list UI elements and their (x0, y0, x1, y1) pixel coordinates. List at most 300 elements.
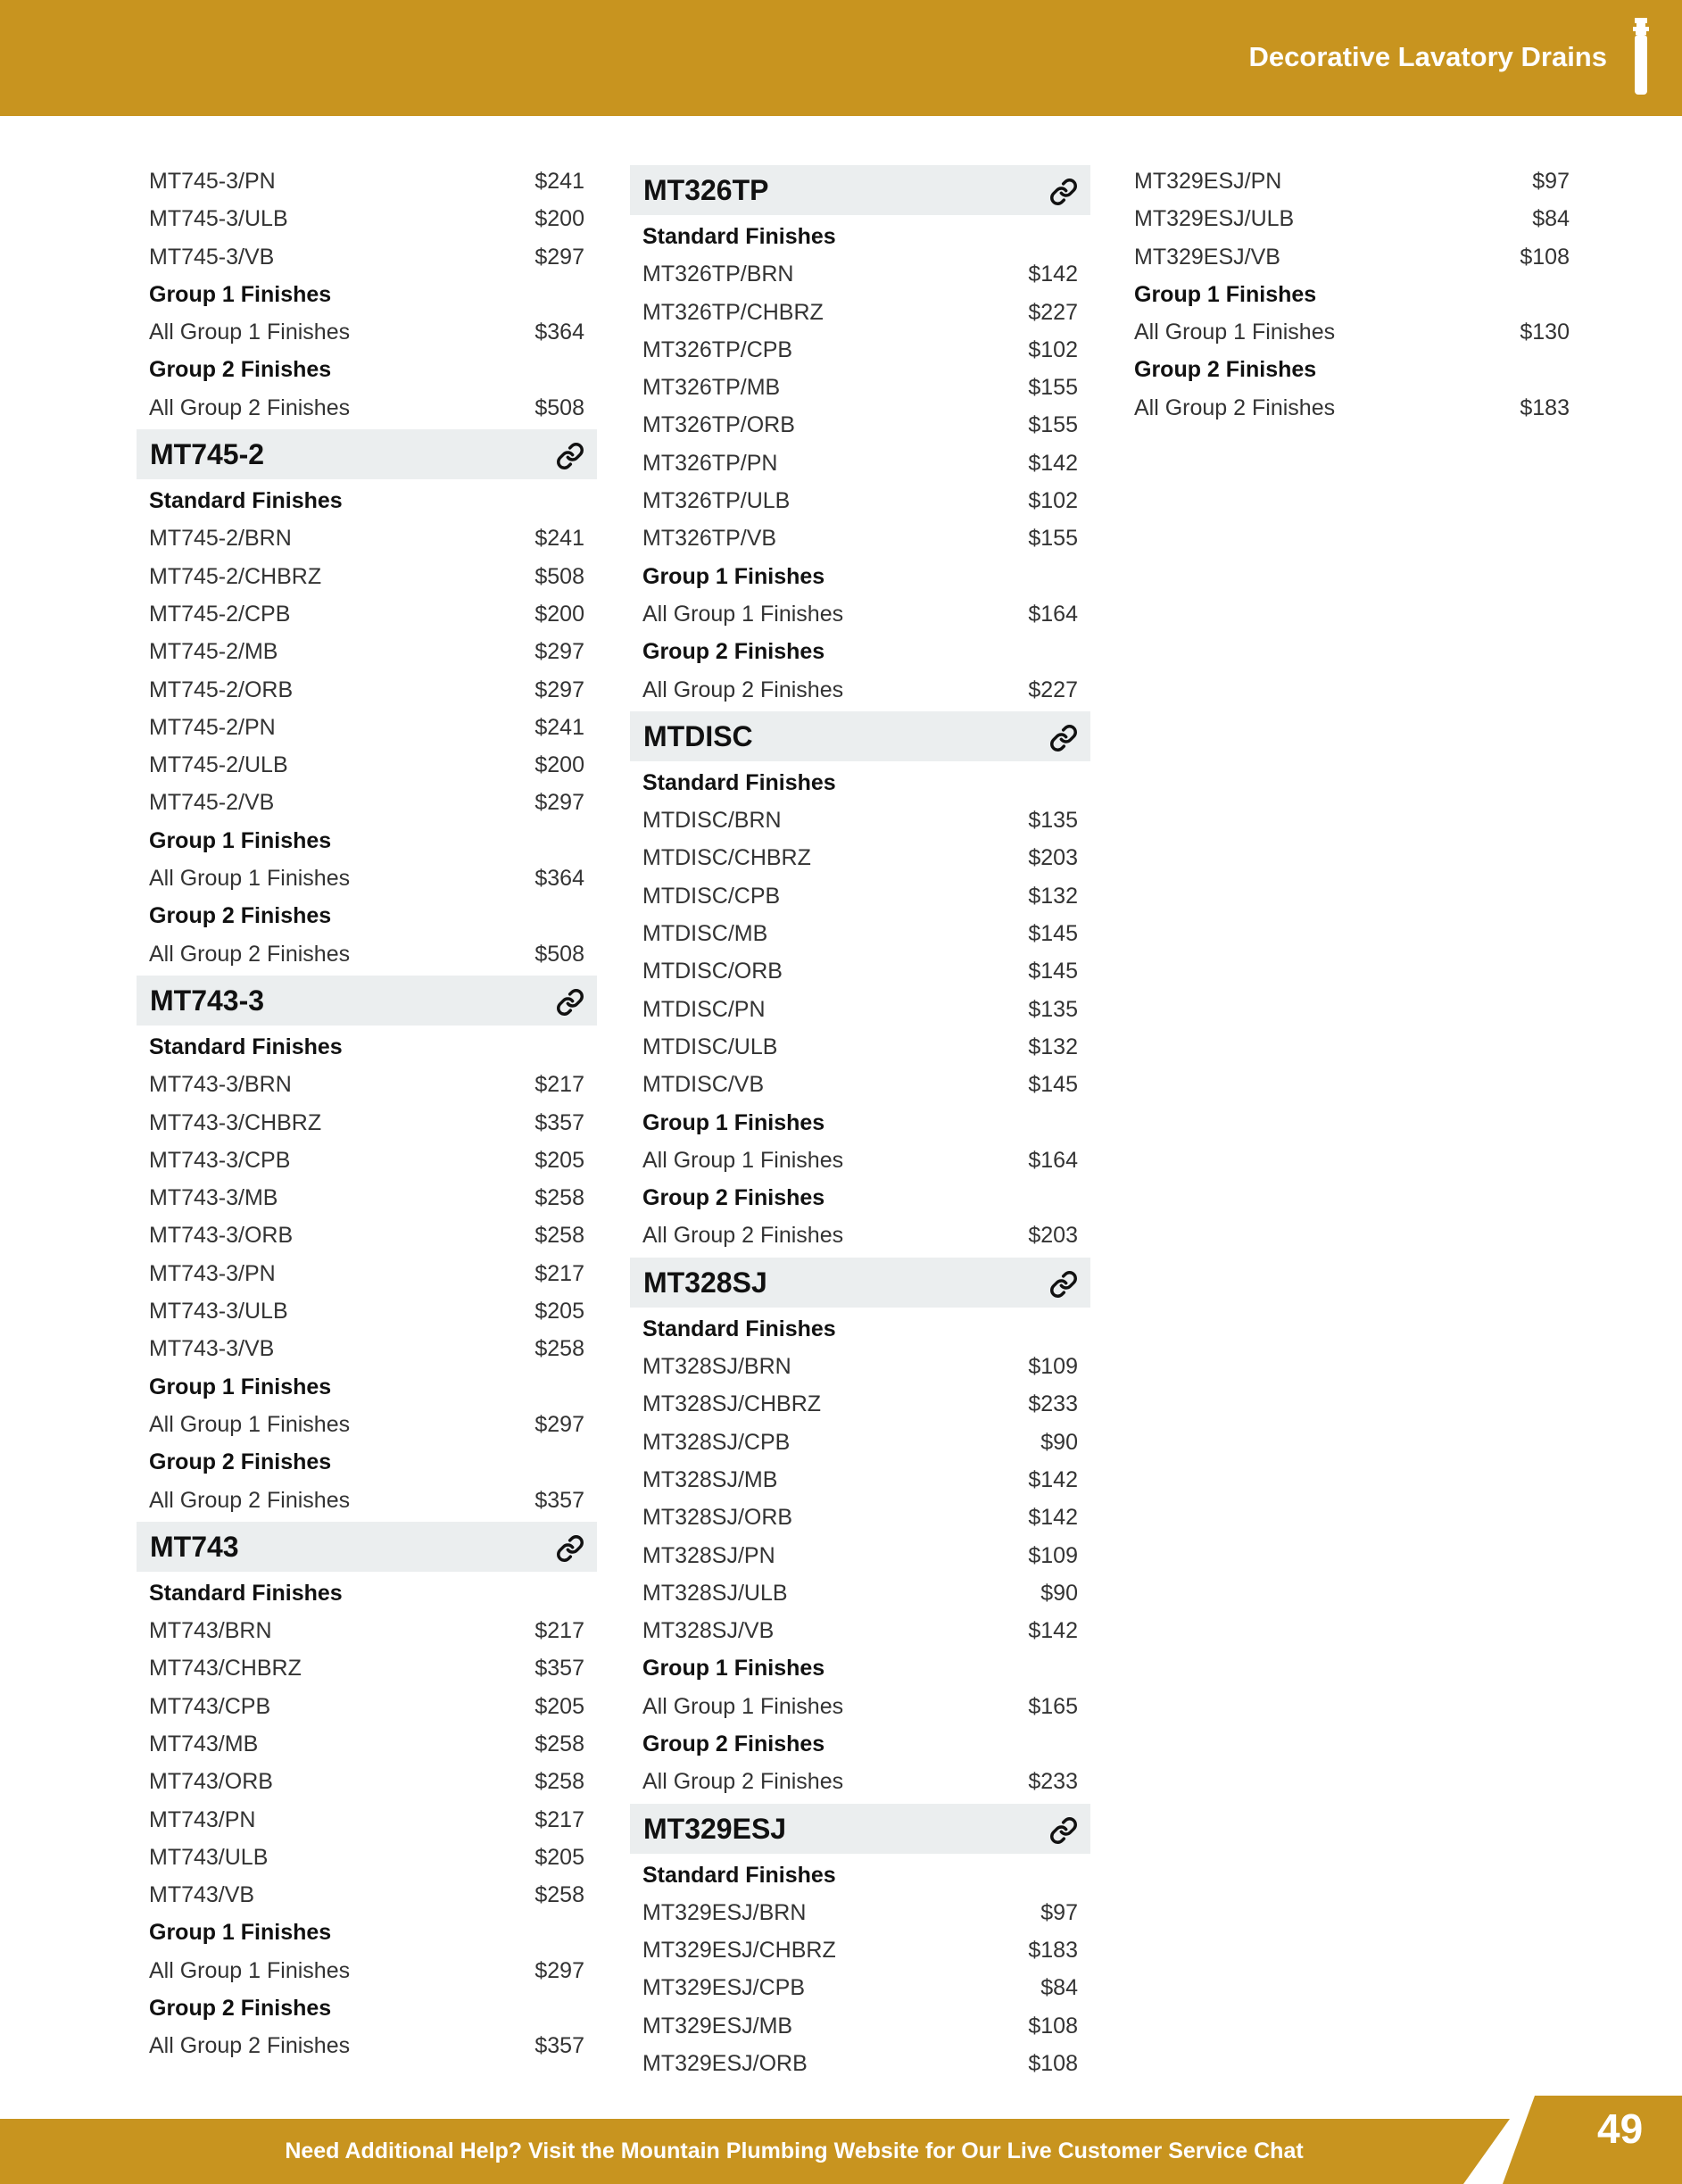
price-row (137, 709, 597, 746)
model-finish-label: MT329ESJ/VB (1134, 244, 1280, 270)
price-value: $241 (534, 169, 584, 194)
link-icon[interactable] (556, 1534, 584, 1563)
finish-group-label: Group 2 Finishes (149, 903, 332, 929)
price-row (630, 671, 1090, 709)
price-row (137, 1952, 597, 1989)
price-value: $258 (534, 1185, 584, 1211)
price-value: $145 (1028, 921, 1078, 947)
finish-group-heading (137, 1443, 597, 1481)
model-finish-label: All Group 2 Finishes (642, 1769, 844, 1795)
link-icon[interactable] (1049, 1816, 1078, 1845)
model-finish-label: MTDISC/VB (642, 1072, 765, 1098)
finish-group-heading (137, 1574, 597, 1612)
price-value: $164 (1028, 1147, 1078, 1173)
finish-group-label: Group 2 Finishes (642, 639, 825, 665)
price-value: $142 (1028, 450, 1078, 476)
model-finish-label: MT326TP/CHBRZ (642, 299, 824, 325)
price-value: $84 (1040, 1975, 1078, 2001)
price-value: $508 (534, 394, 584, 420)
price-row (137, 1649, 597, 1687)
finish-group-heading (630, 1179, 1090, 1217)
price-row (137, 558, 597, 595)
price-row (137, 1406, 597, 1443)
model-finish-label: MT329ESJ/CPB (642, 1975, 806, 2001)
price-row (137, 1104, 597, 1142)
model-finish-label: MT329ESJ/ORB (642, 2051, 808, 2077)
link-icon[interactable] (1049, 178, 1078, 206)
price-value: $357 (534, 1656, 584, 1682)
model-finish-label: MT328SJ/CPB (642, 1429, 791, 1455)
price-row (137, 2027, 597, 2064)
page-footer (0, 2119, 1682, 2184)
finish-group-heading (137, 482, 597, 519)
model-finish-label: MT745-3/VB (149, 244, 275, 270)
price-value: $90 (1040, 1429, 1078, 1455)
price-value: $155 (1028, 412, 1078, 438)
product-section-header (137, 976, 597, 1026)
finish-group-heading (630, 1310, 1090, 1348)
price-value: $132 (1028, 883, 1078, 909)
finish-group-heading (630, 1104, 1090, 1142)
price-row (137, 784, 597, 821)
finish-group-label: Group 1 Finishes (149, 827, 332, 853)
finish-group-label: Group 1 Finishes (149, 1920, 332, 1946)
price-value: $145 (1028, 959, 1078, 984)
price-value: $109 (1028, 1542, 1078, 1568)
model-finish-label: MT743/PN (149, 1806, 256, 1832)
price-row (137, 1255, 597, 1292)
model-finish-label: MT745-2/PN (149, 714, 276, 740)
price-value: $205 (534, 1844, 584, 1870)
price-value: $357 (534, 1109, 584, 1135)
price-row (137, 519, 597, 557)
finish-group-heading (137, 1028, 597, 1066)
price-value: $135 (1028, 996, 1078, 1022)
model-finish-label: MT326TP/VB (642, 526, 777, 552)
model-finish-label: MT329ESJ/CHBRZ (642, 1938, 836, 1964)
product-model-title: MT743-3 (150, 984, 265, 1017)
product-model-title: MTDISC (643, 719, 753, 752)
price-row (137, 238, 597, 276)
price-row (137, 1066, 597, 1103)
price-row (630, 1348, 1090, 1385)
product-model-title: MT326TP (643, 174, 769, 206)
price-value: $258 (534, 1336, 584, 1362)
drain-icon (1631, 18, 1651, 95)
price-value: $155 (1028, 526, 1078, 552)
model-finish-label: All Group 1 Finishes (642, 1693, 844, 1719)
model-finish-label: All Group 2 Finishes (642, 677, 844, 702)
price-value: $90 (1040, 1580, 1078, 1606)
finish-group-heading (137, 822, 597, 859)
model-finish-label: MT328SJ/PN (642, 1542, 775, 1568)
price-row (630, 1574, 1090, 1612)
price-row (630, 1612, 1090, 1649)
model-finish-label: MT743-3/PN (149, 1260, 276, 1286)
model-finish-label: MT329ESJ/BRN (642, 1899, 807, 1925)
price-row (137, 1612, 597, 1649)
price-value: $217 (534, 1618, 584, 1644)
finish-group-label: Group 2 Finishes (642, 1731, 825, 1756)
finish-group-label: Standard Finishes (642, 1862, 836, 1888)
price-row (630, 519, 1090, 557)
link-icon[interactable] (1049, 724, 1078, 752)
price-row (630, 1931, 1090, 1969)
model-finish-label: All Group 1 Finishes (642, 1147, 844, 1173)
price-value: $233 (1028, 1769, 1078, 1795)
price-value: $142 (1028, 1505, 1078, 1531)
product-section-header (630, 711, 1090, 761)
finish-group-label: Group 2 Finishes (149, 1996, 332, 2022)
model-finish-label: MT328SJ/VB (642, 1618, 775, 1644)
price-row (630, 1763, 1090, 1800)
price-row (137, 595, 597, 633)
model-finish-label: MTDISC/CHBRZ (642, 845, 811, 871)
model-finish-label: MT745-2/MB (149, 639, 278, 665)
model-finish-label: MT743/VB (149, 1882, 255, 1908)
price-value: $205 (534, 1147, 584, 1173)
price-value: $205 (534, 1299, 584, 1325)
model-finish-label: MTDISC/ORB (642, 959, 783, 984)
finish-group-label: Group 2 Finishes (1134, 357, 1317, 383)
price-value: $165 (1028, 1693, 1078, 1719)
price-row (630, 1424, 1090, 1461)
product-model-title: MT328SJ (643, 1266, 767, 1299)
model-finish-label: All Group 1 Finishes (149, 1411, 351, 1437)
model-finish-label: MT328SJ/CHBRZ (642, 1391, 822, 1417)
price-row (1122, 200, 1582, 237)
model-finish-label: MT743/CPB (149, 1693, 271, 1719)
model-finish-label: MT326TP/BRN (642, 262, 794, 287)
price-value: $297 (534, 639, 584, 665)
finish-group-heading (630, 1649, 1090, 1687)
model-finish-label: MT745-2/BRN (149, 526, 292, 552)
model-finish-label: MT743/MB (149, 1731, 259, 1756)
price-row (630, 839, 1090, 876)
model-finish-label: MT328SJ/MB (642, 1466, 778, 1492)
price-row (137, 1482, 597, 1519)
model-finish-label: All Group 2 Finishes (149, 2033, 351, 2059)
finish-group-label: Group 2 Finishes (149, 357, 332, 383)
finish-group-heading (137, 1368, 597, 1406)
price-value: $203 (1028, 1223, 1078, 1249)
link-icon[interactable] (556, 988, 584, 1017)
price-value: $357 (534, 1487, 584, 1513)
price-value: $258 (534, 1769, 584, 1795)
price-value: $183 (1520, 394, 1570, 420)
model-finish-label: All Group 1 Finishes (642, 601, 844, 627)
price-row (630, 444, 1090, 482)
price-value: $227 (1028, 299, 1078, 325)
price-value: $203 (1028, 845, 1078, 871)
price-row (137, 859, 597, 897)
finish-group-heading (137, 897, 597, 934)
price-row (630, 1385, 1090, 1423)
price-value: $97 (1532, 169, 1570, 194)
price-value: $102 (1028, 488, 1078, 514)
footer-help-text: Need Additional Help? Visit the Mountain Plumbing Website for Our Live Customer Service Chat (285, 2138, 1304, 2163)
product-section-header (630, 1258, 1090, 1308)
price-row (137, 1217, 597, 1254)
link-icon[interactable] (556, 442, 584, 470)
price-value: $233 (1028, 1391, 1078, 1417)
model-finish-label: All Group 2 Finishes (149, 1487, 351, 1513)
price-value: $364 (534, 320, 584, 345)
price-row (630, 1894, 1090, 1931)
product-section-header (630, 165, 1090, 215)
model-finish-label: MT328SJ/BRN (642, 1354, 791, 1380)
price-row (137, 1876, 597, 1914)
price-value: $258 (534, 1731, 584, 1756)
model-finish-label: MT743/BRN (149, 1618, 272, 1644)
finish-group-heading (630, 633, 1090, 670)
price-value: $84 (1532, 206, 1570, 232)
price-row (630, 1217, 1090, 1254)
product-model-title: MT745-2 (150, 438, 265, 471)
price-row (630, 369, 1090, 406)
page-title: Decorative Lavatory Drains (1248, 41, 1607, 72)
finish-group-heading (1122, 276, 1582, 313)
price-value: $508 (534, 941, 584, 967)
model-finish-label: MT326TP/CPB (642, 336, 793, 362)
price-value: $241 (534, 714, 584, 740)
price-row (630, 1142, 1090, 1179)
model-finish-label: MTDISC/BRN (642, 808, 782, 834)
product-section-header (137, 429, 597, 479)
model-finish-label: MTDISC/MB (642, 921, 768, 947)
price-value: $217 (534, 1072, 584, 1098)
price-value: $164 (1028, 601, 1078, 627)
price-row (137, 1725, 597, 1763)
price-row (630, 331, 1090, 369)
price-value: $297 (534, 790, 584, 816)
price-row (630, 294, 1090, 331)
price-row (1122, 389, 1582, 427)
model-finish-label: MT743-3/MB (149, 1185, 278, 1211)
product-section-header (630, 1804, 1090, 1854)
price-row (630, 801, 1090, 839)
page-number: 49 (1597, 2105, 1644, 2152)
price-row (630, 952, 1090, 990)
finish-group-heading (630, 764, 1090, 801)
price-row (1122, 238, 1582, 276)
finish-group-label: Group 1 Finishes (642, 1656, 825, 1682)
model-finish-label: MT326TP/ULB (642, 488, 791, 514)
model-finish-label: MT743-3/VB (149, 1336, 275, 1362)
model-finish-label: MT743/ORB (149, 1769, 273, 1795)
price-row (630, 1461, 1090, 1499)
model-finish-label: MT329ESJ/ULB (1134, 206, 1295, 232)
price-row (630, 915, 1090, 952)
price-row (1122, 313, 1582, 351)
price-value: $97 (1040, 1899, 1078, 1925)
model-finish-label: MTDISC/PN (642, 996, 766, 1022)
price-value: $258 (534, 1223, 584, 1249)
product-model-title: MT329ESJ (643, 1812, 787, 1845)
price-row (137, 1179, 597, 1217)
finish-group-label: Standard Finishes (642, 769, 836, 795)
price-row (630, 1688, 1090, 1725)
price-value: $108 (1520, 244, 1570, 270)
price-value: $135 (1028, 808, 1078, 834)
price-row (137, 1330, 597, 1367)
price-row (137, 1763, 597, 1800)
product-section-header (137, 1522, 597, 1572)
price-value: $297 (534, 244, 584, 270)
model-finish-label: MT743-3/CHBRZ (149, 1109, 322, 1135)
price-row (137, 671, 597, 709)
column-1 (137, 162, 597, 2065)
model-finish-label: MTDISC/ULB (642, 1034, 778, 1059)
model-finish-label: All Group 1 Finishes (149, 1957, 351, 1983)
finish-group-label: Standard Finishes (149, 1580, 343, 1606)
price-row (630, 406, 1090, 444)
price-value: $108 (1028, 2013, 1078, 2039)
price-value: $297 (534, 677, 584, 702)
price-value: $227 (1028, 677, 1078, 702)
price-row (137, 1801, 597, 1839)
model-finish-label: MT743/ULB (149, 1844, 269, 1870)
model-finish-label: All Group 2 Finishes (149, 941, 351, 967)
price-value: $145 (1028, 1072, 1078, 1098)
price-row (630, 1066, 1090, 1103)
page-header (0, 0, 1682, 116)
price-value: $364 (534, 866, 584, 892)
model-finish-label: MT328SJ/ORB (642, 1505, 793, 1531)
price-value: $297 (534, 1957, 584, 1983)
column-3 (1122, 162, 1582, 427)
finish-group-label: Group 2 Finishes (642, 1185, 825, 1211)
finish-group-heading (137, 1914, 597, 1951)
model-finish-label: All Group 1 Finishes (1134, 320, 1336, 345)
model-finish-label: MT745-2/VB (149, 790, 275, 816)
finish-group-heading (630, 1856, 1090, 1894)
model-finish-label: MTDISC/CPB (642, 883, 781, 909)
price-value: $142 (1028, 1618, 1078, 1644)
price-row (630, 595, 1090, 633)
price-row (630, 1969, 1090, 2006)
price-value: $200 (534, 601, 584, 627)
model-finish-label: MT745-2/ORB (149, 677, 294, 702)
price-row (630, 482, 1090, 519)
model-finish-label: MT329ESJ/MB (642, 2013, 793, 2039)
finish-group-label: Group 2 Finishes (149, 1449, 332, 1475)
price-value: $108 (1028, 2051, 1078, 2077)
finish-group-heading (630, 218, 1090, 255)
price-value: $102 (1028, 336, 1078, 362)
price-value: $155 (1028, 375, 1078, 401)
model-finish-label: MT329ESJ/PN (1134, 169, 1282, 194)
price-value: $258 (534, 1882, 584, 1908)
price-row (137, 935, 597, 973)
price-row (137, 633, 597, 670)
price-row (630, 2007, 1090, 2045)
model-finish-label: MT743-3/BRN (149, 1072, 292, 1098)
price-row (137, 200, 597, 237)
finish-group-heading (137, 351, 597, 388)
price-value: $508 (534, 563, 584, 589)
finish-group-label: Standard Finishes (149, 488, 343, 514)
page-number-tab (1463, 2096, 1682, 2184)
price-value: $183 (1028, 1938, 1078, 1964)
model-finish-label: MT743-3/ULB (149, 1299, 288, 1325)
price-value: $109 (1028, 1354, 1078, 1380)
price-value: $142 (1028, 262, 1078, 287)
model-finish-label: MT326TP/ORB (642, 412, 795, 438)
model-finish-label: MT745-2/CPB (149, 601, 291, 627)
product-model-title: MT743 (150, 1530, 239, 1563)
price-value: $217 (534, 1806, 584, 1832)
price-row (630, 2045, 1090, 2082)
finish-group-label: Standard Finishes (642, 224, 836, 249)
model-finish-label: MT743/CHBRZ (149, 1656, 302, 1682)
price-value: $241 (534, 526, 584, 552)
finish-group-label: Group 1 Finishes (642, 563, 825, 589)
price-row (137, 1292, 597, 1330)
price-row (630, 255, 1090, 293)
price-row (137, 313, 597, 351)
price-row (137, 389, 597, 427)
finish-group-heading (1122, 351, 1582, 388)
model-finish-label: All Group 1 Finishes (149, 320, 351, 345)
price-row (137, 746, 597, 784)
price-value: $205 (534, 1693, 584, 1719)
model-finish-label: All Group 2 Finishes (642, 1223, 844, 1249)
price-value: $297 (534, 1411, 584, 1437)
price-value: $142 (1028, 1466, 1078, 1492)
price-value: $130 (1520, 320, 1570, 345)
model-finish-label: All Group 1 Finishes (149, 866, 351, 892)
price-row (630, 877, 1090, 915)
finish-group-heading (630, 558, 1090, 595)
price-value: $200 (534, 206, 584, 232)
model-finish-label: MT745-2/ULB (149, 752, 288, 778)
finish-group-label: Group 1 Finishes (1134, 281, 1317, 307)
link-icon[interactable] (1049, 1270, 1078, 1299)
model-finish-label: MT745-3/PN (149, 169, 276, 194)
column-2 (630, 162, 1090, 2082)
finish-group-label: Standard Finishes (642, 1316, 836, 1341)
price-row (630, 1028, 1090, 1066)
price-row (630, 991, 1090, 1028)
finish-group-label: Group 1 Finishes (149, 1374, 332, 1399)
finish-group-heading (137, 1989, 597, 2027)
finish-group-label: Group 1 Finishes (149, 281, 332, 307)
model-finish-label: All Group 2 Finishes (1134, 394, 1336, 420)
model-finish-label: MT745-2/CHBRZ (149, 563, 322, 589)
price-row (137, 1688, 597, 1725)
price-value: $200 (534, 752, 584, 778)
model-finish-label: MT743-3/CPB (149, 1147, 291, 1173)
price-value: $357 (534, 2033, 584, 2059)
finish-group-label: Standard Finishes (149, 1034, 343, 1059)
finish-group-heading (137, 276, 597, 313)
price-row (1122, 162, 1582, 200)
price-row (630, 1537, 1090, 1574)
model-finish-label: MT328SJ/ULB (642, 1580, 788, 1606)
price-row (630, 1499, 1090, 1536)
model-finish-label: MT326TP/PN (642, 450, 778, 476)
price-row (137, 1142, 597, 1179)
model-finish-label: MT743-3/ORB (149, 1223, 294, 1249)
model-finish-label: All Group 2 Finishes (149, 394, 351, 420)
finish-group-label: Group 1 Finishes (642, 1109, 825, 1135)
finish-group-heading (630, 1725, 1090, 1763)
price-row (137, 1839, 597, 1876)
price-value: $132 (1028, 1034, 1078, 1059)
model-finish-label: MT745-3/ULB (149, 206, 288, 232)
model-finish-label: MT326TP/MB (642, 375, 781, 401)
